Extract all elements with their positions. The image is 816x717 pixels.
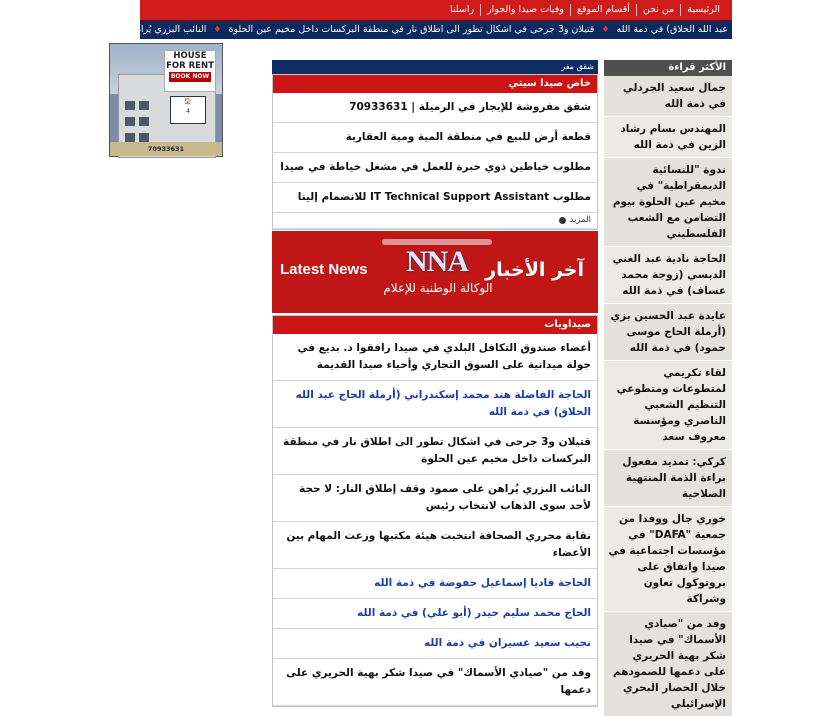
main-column <box>272 60 598 696</box>
nav-home[interactable]: الرئيسية <box>687 4 720 15</box>
most-read-item[interactable]: عايدة عبد الحسين بزي (أرملة الحاج موسى حمود) في ذمة الله <box>604 304 732 361</box>
nav-separator <box>636 4 637 16</box>
more-label: المزيد <box>569 215 591 225</box>
nav-sections[interactable]: أقسام الموقع <box>576 4 630 15</box>
most-read-item[interactable]: لقاء تكريمي لمتطوعات ومتطوعي التنظيم الشعبي الناصري ومؤسسة معروف سعد <box>604 361 732 450</box>
more-bullet-icon <box>559 217 566 224</box>
khas-item[interactable]: مطلوب خياطين ذوي خبرة للعمل في مشغل خياطة في صيدا <box>273 153 597 183</box>
ticker-separator-icon: ♦ <box>213 25 222 35</box>
ticker-item[interactable]: عبد الله الحلاق) في ذمة الله <box>616 24 728 35</box>
ad-sign <box>164 50 216 92</box>
saidawiyat-list <box>273 334 597 706</box>
nav-obituaries[interactable]: وفيات صيدا والجوار <box>487 4 564 15</box>
most-read-item[interactable]: ندوة "للنسائية الديمقراطية" في مخيم عين الحلوة بيوم التضامن مع الشعب الفلسطيني <box>604 158 732 247</box>
banner-latest-ar: آخر الأخبار <box>485 259 584 281</box>
saidawiyat-item[interactable]: نقابة محرري الصحافة انتخبت هيئة مكتبها وزعت المهام بين الأعضاء <box>273 522 597 569</box>
khas-item[interactable]: قطعة أرض للبيع في منطقة المية ومية العقارية <box>273 123 597 153</box>
saidawiyat-section <box>272 315 598 707</box>
saidawiyat-item[interactable]: الحاجة الفاضلة هند محمد إسكندراني (أرملة الحاج عبد الله الحلاق) في ذمة الله <box>273 381 597 428</box>
nav-separator <box>480 4 481 16</box>
more-link[interactable] <box>273 213 597 229</box>
most-read-list <box>604 76 732 717</box>
ticker-item[interactable]: النائب البزري يُراهن على صمود وقف إطلاق النار: لا <box>4 24 207 35</box>
most-read-item[interactable]: كركي: تمديد مفعول براءة الذمة المنتهية الصلاحية <box>604 450 732 507</box>
saidawiyat-item[interactable]: الحاج محمد سليم حيدر (أبو علي) في ذمة الله <box>273 599 597 629</box>
ad-sign-line1: HOUSE <box>173 51 207 61</box>
ad-logo <box>170 96 206 124</box>
most-read-item[interactable]: خوري جال ووفدا من جمعية "DAFA" في مؤسسات اجتماعية في صيدا واتفاق على بروتوكول تعاون وشراكة <box>604 507 732 612</box>
most-read-sidebar <box>604 60 732 710</box>
saidawiyat-item[interactable]: نجيب سعيد عسيران في ذمة الله <box>273 629 597 659</box>
saidawiyat-item[interactable]: النائب البزري يُراهن على صمود وقف إطلاق النار: لا حجة لأحد سوى الذهاب لانتخاب رئيس <box>273 475 597 522</box>
ad-phone: 70933631 <box>110 142 222 156</box>
saidawiyat-item[interactable]: قتيلان و3 جرحى في اشكال تطور الى اطلاق نار في منطقة البركسات داخل مخيم عين الحلوة <box>273 428 597 475</box>
ticker-item[interactable]: قتيلان و3 جرحى في اشكال تطور الى اطلاق نار في منطقة البركسات داخل مخيم عين الحلوة <box>228 24 595 35</box>
ticker-separator-icon: ♦ <box>601 25 610 35</box>
saidawiyat-item[interactable]: أعضاء صندوق التكافل البلدي في صيدا رافقوا د. بديع في جولة ميدانية على السوق التجاري وأحياء صيدا القديمة <box>273 334 597 381</box>
most-read-title: الأكثر قراءة <box>604 60 732 76</box>
building-icon: 🏠 <box>184 98 192 105</box>
banner-agency-name: الوكالة الوطنية للإعلام <box>383 281 493 295</box>
house-for-rent-ad[interactable] <box>109 43 223 157</box>
nna-latest-news-banner[interactable] <box>272 231 598 313</box>
news-ticker <box>4 21 732 39</box>
nna-logo: NNA <box>406 245 468 278</box>
khas-section <box>272 74 598 230</box>
page <box>4 0 732 710</box>
most-read-item[interactable]: الحاجة نادية عبد الغني الدبسي (زوجة محمد عساف) في ذمة الله <box>604 247 732 304</box>
saidawiyat-title: صيداويات <box>273 316 597 334</box>
khas-item[interactable]: مطلوب IT Technical Support Assistant للانضمام إلينا <box>273 183 597 213</box>
saidawiyat-item[interactable]: الحاجة فاديا إسماعيل حفوضة في ذمة الله <box>273 569 597 599</box>
most-read-item[interactable]: وفد من "صيادي الأسماك" في صيدا شكر بهية الحريري على دعمها للصمودهم خلال الحصار البحري الإسرائيلي <box>604 612 732 717</box>
ad-sign-line2: FOR RENT <box>166 61 214 71</box>
saidawiyat-item[interactable]: وفد من "صيادي الأسماك" في صيدا شكر بهية الحريري على دعمها <box>273 659 597 706</box>
breadcrumb: شقق مفر <box>272 60 598 74</box>
khas-title: خاص صيدا سيتي <box>273 75 597 93</box>
banner-latest-en: Latest News <box>280 261 368 278</box>
khas-item[interactable]: شقق مفروشة للإيجار في الرميلة | 70933631 <box>273 93 597 123</box>
top-navigation <box>140 0 732 21</box>
nav-separator <box>680 4 681 16</box>
ad-logo-number: 4 <box>186 108 190 115</box>
ad-book-now-badge: BOOK NOW <box>170 73 210 80</box>
nav-about[interactable]: من نحن <box>642 4 675 15</box>
nav-separator <box>570 4 571 16</box>
most-read-item[interactable]: جمال سعيد الجردلي في ذمة الله <box>604 76 732 117</box>
nav-contact[interactable]: راسلنا <box>450 4 475 15</box>
most-read-item[interactable]: المهندس بسام رشاد الزين في ذمة الله <box>604 117 732 158</box>
